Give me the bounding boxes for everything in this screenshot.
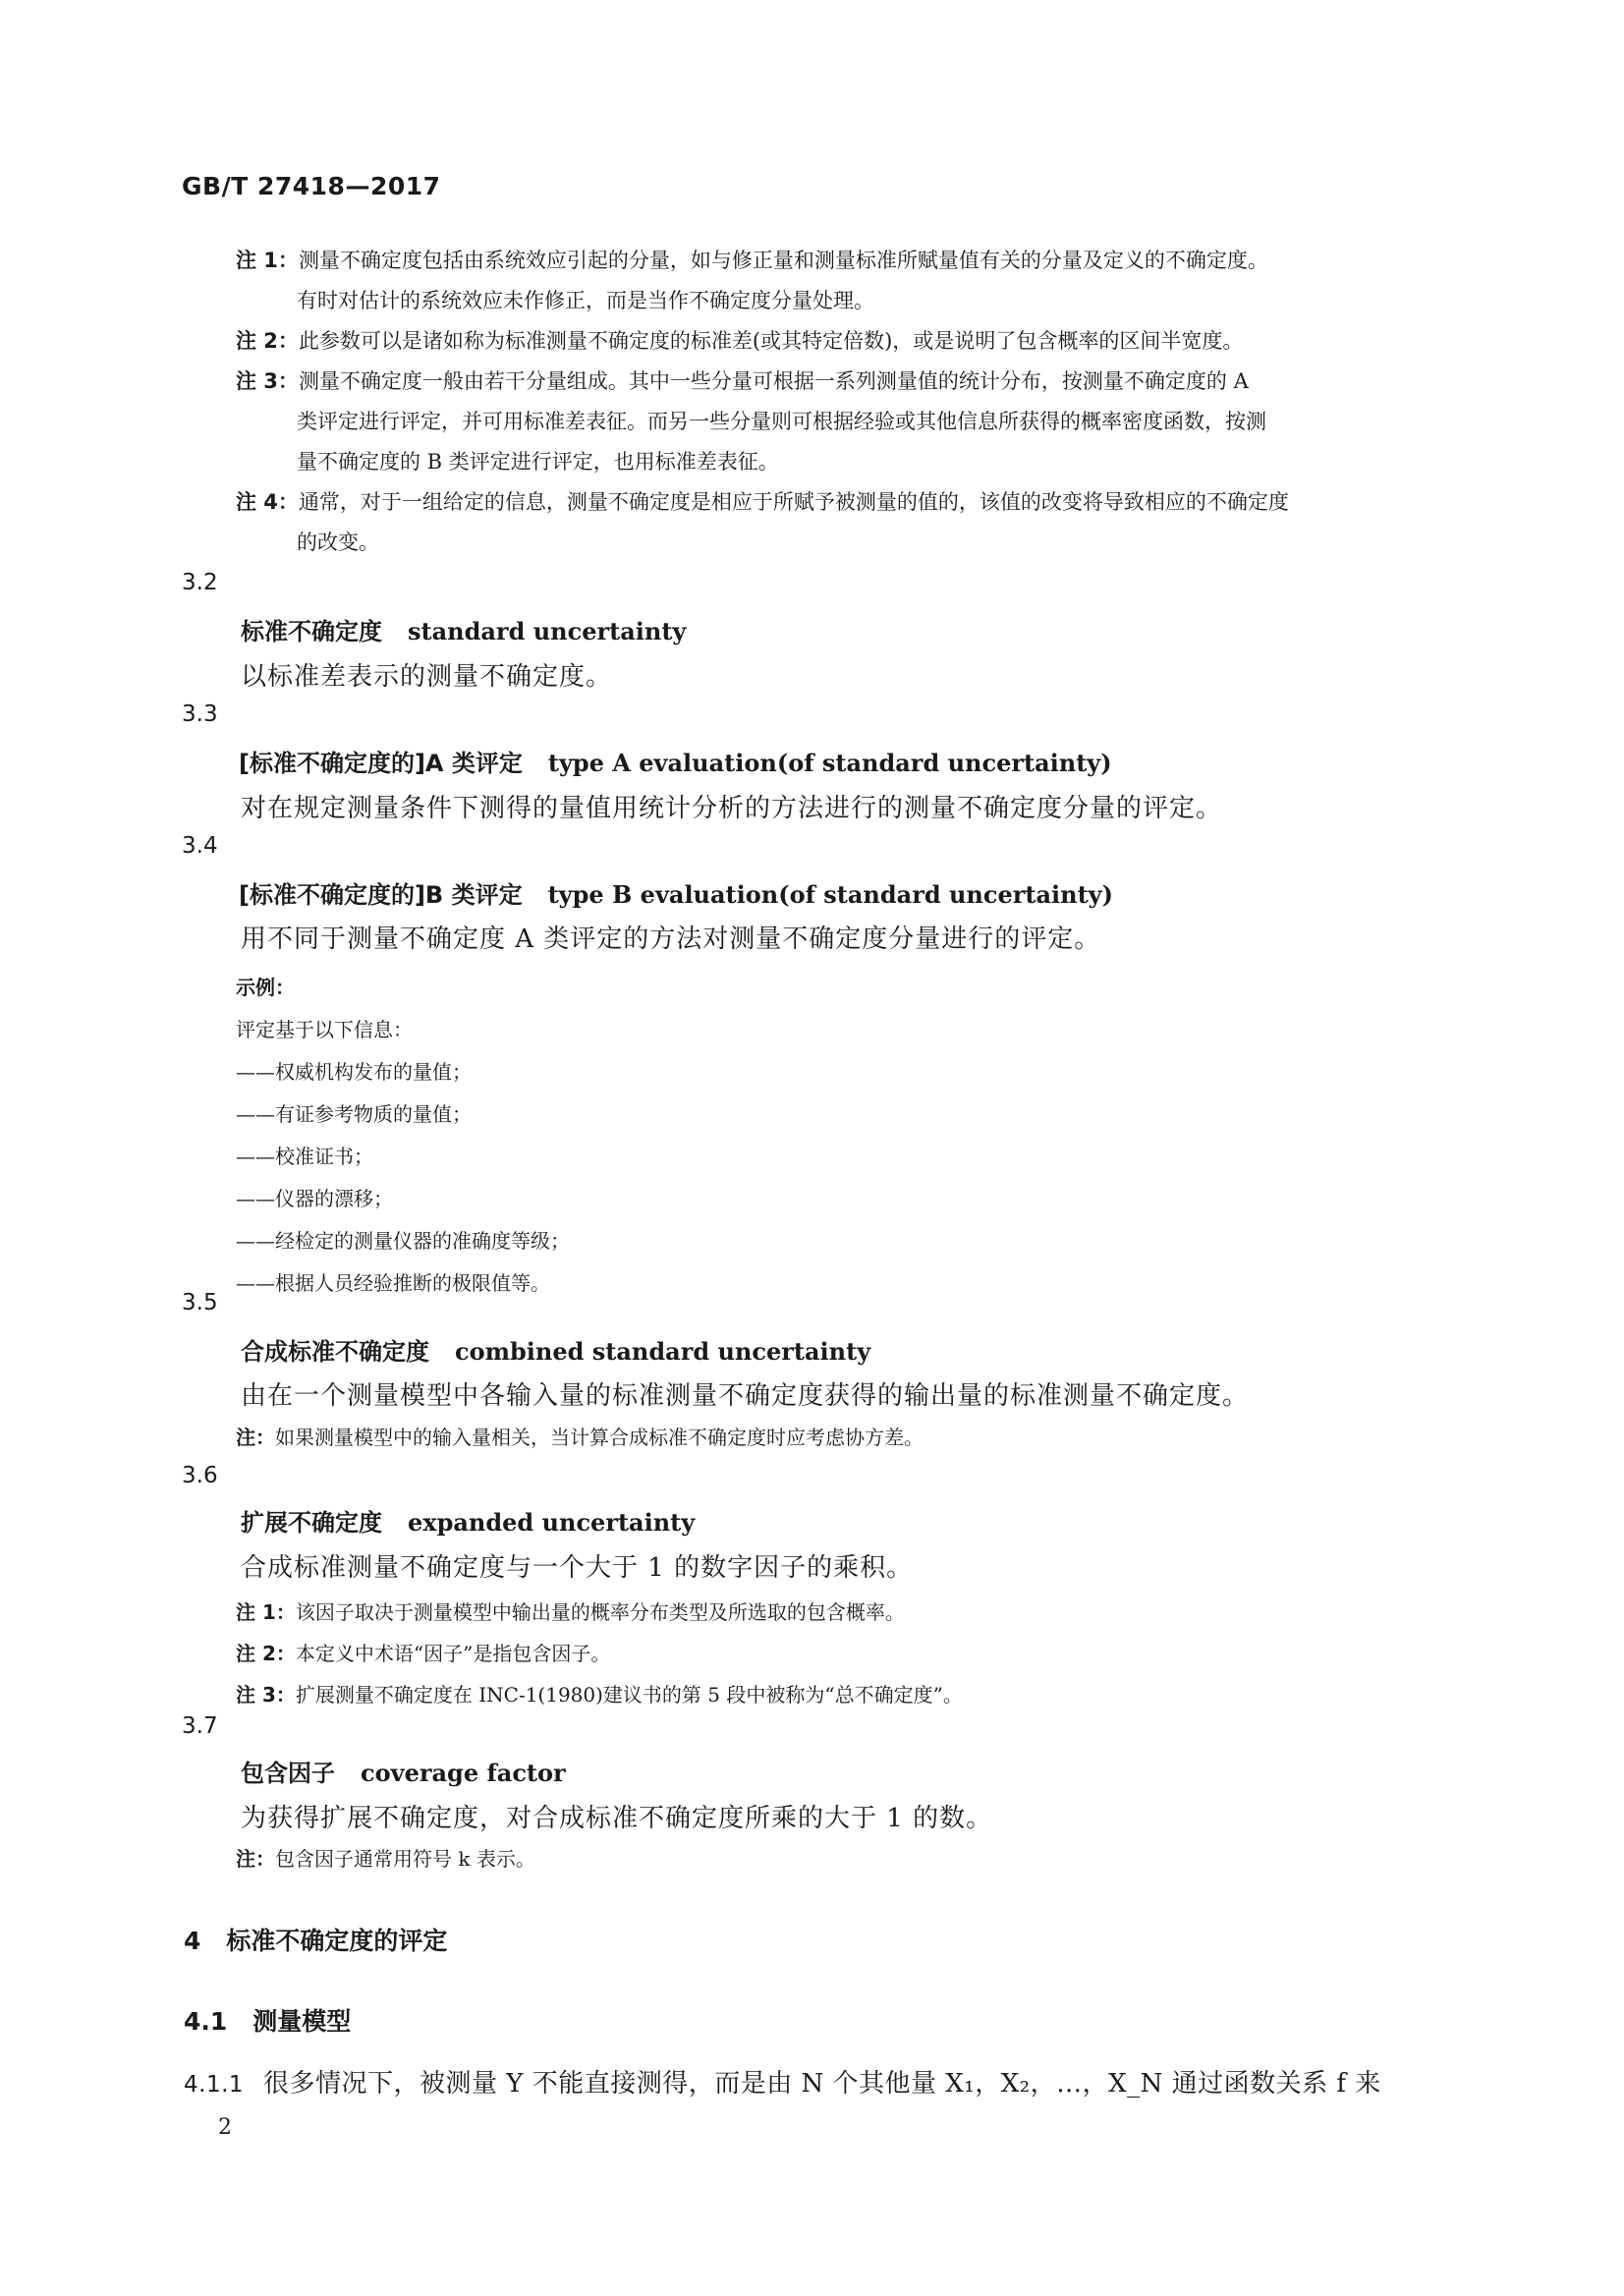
term-en: type B evaluation(of standard uncertainty) [547,880,1113,909]
example-block [236,967,570,1305]
term-definition: 由在一个测量模型中各输入量的标准测量不确定度获得的输出量的标准测量不确定度。 [241,1381,1250,1411]
note-text: 类评定进行评定，并可用标准差表征。而另一些分量则可根据经验或其他信息所获得的概率密度函数，按测 [297,410,1266,433]
page-number: 2 [218,2115,232,2140]
note-text: 如果测量模型中的输入量相关，当计算合成标准不确定度时应考虑协方差。 [275,1426,924,1449]
section-title: 测量模型 [252,2007,352,2036]
term-en: type A evaluation(of standard uncertainty) [547,749,1112,777]
note-block [236,1592,963,1715]
note-block [236,241,1289,563]
term-title [239,744,1112,778]
note-label: 注 2： [236,329,299,353]
note-text: 通常，对于一组给定的信息，测量不确定度是相应于所赋予被测量的值的，该值的改变将导致相应的不确定度 [298,490,1289,514]
list-item: ——校准证书； [236,1145,373,1168]
term-cn: 扩展不确定度 [241,1509,382,1537]
term-title [239,875,1113,910]
clause-number: 3.2 [182,570,218,595]
note-text: 包含因子通常用符号 k 表示。 [275,1847,535,1871]
paragraph-number: 4.1.1 [184,2072,245,2098]
term-definition: 为获得扩展不确定度，对合成标准不确定度所乘的大于 1 的数。 [241,1804,993,1833]
list-item: ——经检定的测量仪器的准确度等级； [236,1229,570,1253]
note-text: 量不确定度的 B 类评定进行评定，也用标准差表征。 [297,450,779,474]
list-item: ——仪器的漂移； [236,1187,393,1210]
note-label: 注 2： [236,1642,296,1665]
term-cn: [标准不确定度的]A 类评定 [239,750,523,777]
note-text: 本定义中术语“因子”是指包含因子。 [295,1642,611,1665]
section-title: 标准不确定度的评定 [226,1927,448,1955]
clause-number: 3.6 [182,1463,218,1488]
list-item: ——根据人员经验推断的极限值等。 [236,1271,550,1295]
note-text: 此参数可以是诸如称为标准测量不确定度的标准差(或其特定倍数)，或是说明了包含概率的区间半宽度。 [298,329,1244,353]
note-text: 有时对估计的系统效应未作修正，而是当作不确定度分量处理。 [297,289,874,312]
term-definition: 合成标准测量不确定度与一个大于 1 的数字因子的乘积。 [241,1553,914,1583]
term-definition: 用不同于测量不确定度 A 类评定的方法对测量不确定度分量进行的评定。 [241,924,1101,954]
term-en: combined standard uncertainty [455,1337,871,1366]
term-title [241,1332,870,1367]
example-label: 示例： [236,976,295,999]
clause-number: 3.7 [182,1713,218,1739]
term-cn: 合成标准不确定度 [241,1338,429,1366]
note-label: 注： [236,1426,275,1449]
document-code: GB/T 27418—2017 [182,172,441,200]
note [236,1422,924,1450]
list-item: ——有证参考物质的量值； [236,1102,472,1126]
note-label: 注 3： [236,1683,296,1707]
note [236,1843,535,1872]
clause-number: 3.3 [182,701,218,727]
term-en: standard uncertainty [408,617,687,645]
subsection-heading [184,2002,351,2038]
term-title [241,1503,695,1538]
section-heading [184,1922,447,1957]
section-number: 4.1 [184,2007,228,2036]
note-text: 的改变。 [297,531,379,554]
example-intro: 评定基于以下信息： [236,1018,413,1041]
section-number: 4 [184,1927,201,1955]
paragraph-text: 很多情况下，被测量 Y 不能直接测得，而是由 N 个其他量 X₁，X₂，…，X_N 通过函数关系 f 来 [263,2069,1381,2099]
list-item: ——权威机构发布的量值； [236,1060,472,1084]
note-label: 注： [236,1847,275,1871]
term-cn: [标准不确定度的]B 类评定 [239,881,523,909]
term-definition: 以标准差表示的测量不确定度。 [241,662,613,692]
clause-number: 3.4 [182,833,218,859]
note-text: 测量不确定度包括由系统效应引起的分量，如与修正量和测量标准所赋量值有关的分量及定义的不确定度。 [298,249,1268,272]
term-title [241,1754,566,1788]
note-text: 测量不确定度一般由若干分量组成。其中一些分量可根据一系列测量值的统计分布，按测量不确定度的 A [298,369,1249,393]
note-label: 注 1： [236,249,299,272]
clause-number: 3.5 [182,1290,218,1316]
term-cn: 标准不确定度 [241,618,382,645]
note-text: 该因子取决于测量模型中输出量的概率分布类型及所选取的包含概率。 [295,1600,905,1624]
paragraph [184,2063,1381,2100]
note-text: 扩展测量不确定度在 INC-1(1980)建议书的第 5 段中被称为“总不确定度”。 [295,1683,963,1707]
term-cn: 包含因子 [241,1760,335,1787]
term-title [241,612,686,646]
note-label: 注 1： [236,1600,296,1624]
term-en: expanded uncertainty [408,1508,696,1537]
term-en: coverage factor [361,1759,566,1787]
note-label: 注 4： [236,490,299,514]
note-label: 注 3： [236,369,299,393]
term-definition: 对在规定测量条件下测得的量值用统计分析的方法进行的测量不确定度分量的评定。 [241,794,1223,823]
